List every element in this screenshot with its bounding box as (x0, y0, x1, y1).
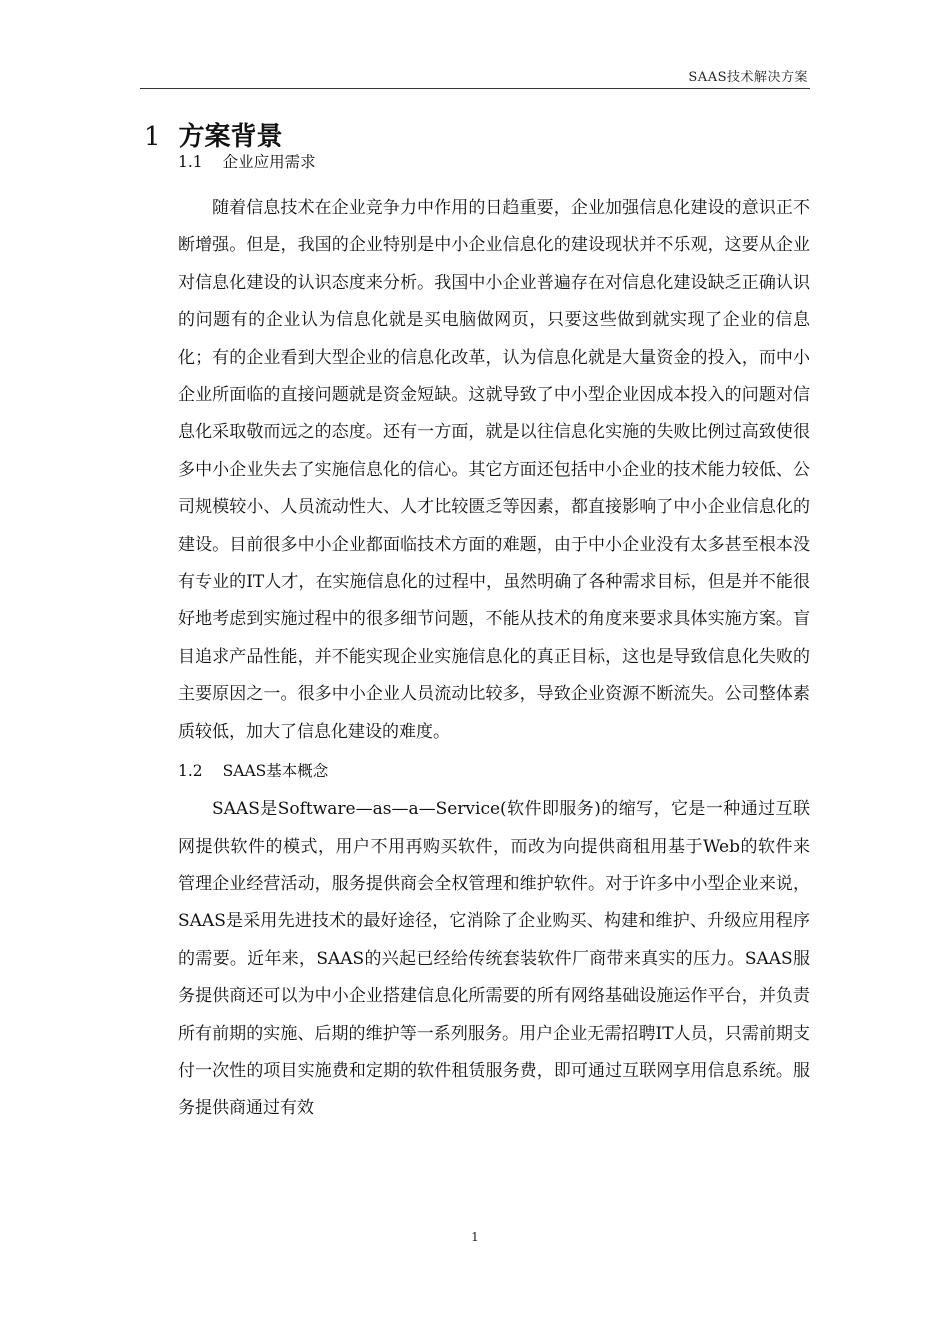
section-title: 企业应用需求 (222, 153, 316, 171)
section-title: SAAS基本概念 (222, 762, 329, 781)
section-number: 1.1 (178, 153, 203, 171)
chapter-title-text: 方案背景 (178, 122, 283, 152)
paragraph-saas-concept: SAAS是Software—as—a—Service(软件即服务)的缩写，它是一种通过互联网提供软件的模式，用户不用再购买软件，而改为向提供商租用基于Web的软件来管理企业经营活动，服务提供商会全权管理和维护软件。对于许多中小型企业来说，SAAS是采用先进技术的最好途径，它消除了企业购买、构建和维护、升级应用程序的需要。近年来，SAAS的兴起已经给传统套装软件厂商带来真实的压力。SAAS服务提供商还可以为中小企业搭建信息化所需要的所有网络基础设施运作平台，并负责所有前期的实施、后期的维护等一系列服务。用户企业无需招聘IT人员，只需前期支付一次性的项目实施费和定期的软件租赁服务费，即可通过互联网享用信息系统。服务提供商通过有效 (178, 799, 810, 1119)
chapter-number: 1 (144, 122, 161, 152)
paragraph-enterprise-needs: 随着信息技术在企业竞争力中作用的日趋重要，企业加强信息化建设的意识正不断增强。但是，我国的企业特别是中小企业信息化的建设现状并不乐观，这要从企业对信息化建设的认识态度来分析。我国中小企业普遍存在对信息化建设缺乏正确认识的问题有的企业认为信息化就是买电脑做网页，只要这些做到就实现了企业的信息化；有的企业看到大型企业的信息化改革，认为信息化就是大量资金的投入，而中小企业所面临的直接问题就是资金短缺。这就导致了中小型企业因成本投入的问题对信息化采取敬而远之的态度。还有一方面，就是以往信息化实施的失败比例过高致使很多中小企业失去了实施信息化的信心。其它方面还包括中小企业的技术能力较低、公司规模较小、人员流动性大、人才比较匮乏等因素，都直接影响了中小企业信息化的建设。目前很多中小企业都面临技术方面的难题，由于中小企业没有太多甚至根本没有专业的IT人才，在实施信息化的过程中，虽然明确了各种需求目标，但是并不能很好地考虑到实施过程中的很多细节问题，不能从技术的角度来要求具体实施方案。盲目追求产品性能，并不能实现企业实施信息化的真正目标，这也是导致信息化失败的主要原因之一。很多中小企业人员流动比较多，导致企业资源不断流失。公司整体素质较低，加大了信息化建设的难度。 (178, 198, 810, 742)
header-rule (140, 88, 810, 89)
body-content (178, 150, 810, 1128)
section-heading-1-2 (178, 759, 810, 783)
chapter-title (144, 116, 283, 153)
running-header: SAAS技术解决方案 (688, 70, 808, 85)
page-number: 1 (471, 1230, 479, 1244)
section-number: 1.2 (178, 762, 203, 781)
section-heading-1-1 (178, 150, 810, 174)
